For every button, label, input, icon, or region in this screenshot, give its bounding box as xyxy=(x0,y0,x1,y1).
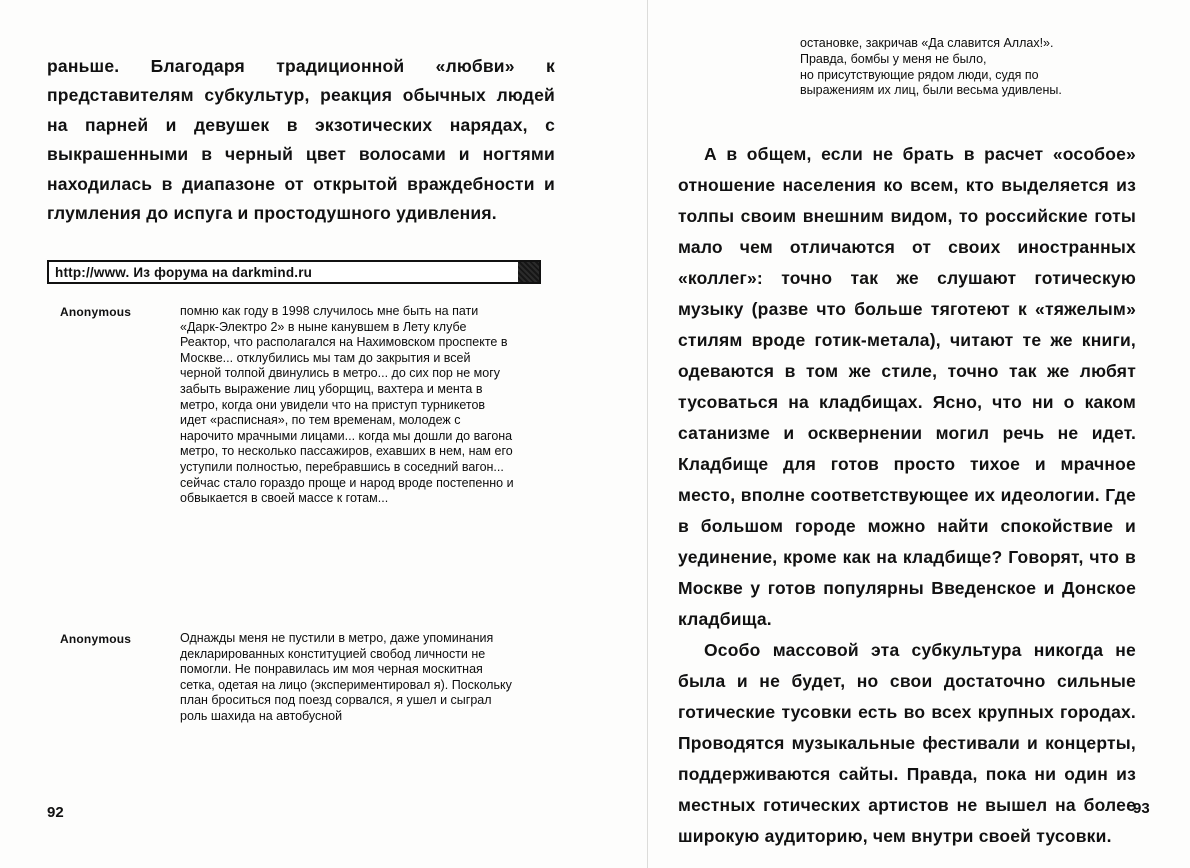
post-continuation xyxy=(800,36,1062,99)
page-number-right: 93 xyxy=(1133,800,1150,817)
body-paragraph: Особо массовой эта субкультура никогда не была и не будет, но свои достаточно сильные готические тусовки есть во всех крупных городах. Проводятся музыкальные фестивали и концерты, поддерживаются сайты. Правда, пока ни один из местных готических артистов не вышел на более широкую аудиторию, чем внутри своей тусовки. xyxy=(678,640,1136,846)
forum-url-bar xyxy=(47,260,541,284)
post-text: помню как году в 1998 случилось мне быть на пати «Дарк-Электро 2» в ныне канувшем в Лету клубе Реактор, что располагался на Нахимовском проспекте в Москве... отклубились мы там до закрытия и всей черной толпой двинулись в метро... до сих пор не могу забыть выражение лиц уборщиц, вахтера и мента в метро, когда они увидели что на приступ турникетов идет «расписная», по тем временам, молодеж с нарочито мрачными лицами... когда мы дошли до вагона метро, то несколько пассажиров, ехавших в нем, нам его уступили полностью, перебравшись в соседний вагон... сейчас стало гораздо проще и народ вроде постепенно и обвыкается в своей массе к готам... xyxy=(180,304,514,506)
intro-paragraph: раньше. Благодаря традиционной «любви» к представителям субкультур, реакция обычных людей на парней и девушек в экзотических нарядах, с выкрашенными в черный цвет волосами и ногтями находилась в диапазоне от открытой враждебности и глумления до испуга и простодушного удивления. xyxy=(47,55,555,223)
post-author: Anonymous xyxy=(60,632,132,646)
page-number-left: 92 xyxy=(47,804,64,821)
continuation-line: выражениям их лиц, были весьма удивлены. xyxy=(800,83,1062,98)
forum-post xyxy=(60,631,520,725)
post-author: Anonymous xyxy=(60,305,132,319)
continuation-line: но присутствующие рядом люди, судя по xyxy=(800,67,1039,82)
page-gutter-divider xyxy=(647,0,648,868)
continuation-line: остановке, закричав «Да славится Аллах!». xyxy=(800,36,1054,50)
window-corner-icon xyxy=(518,262,539,282)
main-text-column xyxy=(678,139,1136,852)
forum-post xyxy=(60,304,520,507)
post-text: Однажды меня не пустили в метро, даже упоминания декларированных конституцией свобод личности не помогли. Не понравилась им моя черная москитная сетка, одетая на лицо (экспериментировал я). Поскольку план броситься под поезд сорвался, я ушел и сыграл роль шахида на автобусной xyxy=(180,631,512,723)
continuation-line: Правда, бомбы у меня не было, xyxy=(800,51,987,66)
forum-url-text: http://www. Из форума на darkmind.ru xyxy=(55,264,313,280)
body-paragraph: А в общем, если не брать в расчет «особое» отношение населения ко всем, кто выделяется из толпы своим внешним видом, то российские готы мало чем отличаются от своих иностранных «коллег»: точно так же слушают готическую музыку (разве что больше тяготеют к «тяжелым» стилям вроде готик-метала), читают те же книги, одеваются в том же стиле, точно так же любят тусоваться на кладбищах. Ясно, что ни о каком сатанизме и осквернении могил речь не идет. Кладбище для готов просто тихое и мрачное место, вполне соответствующее их идеологии. Где в большом городе можно найти спокойствие и уединение, кроме как на кладбище? Говорят, что в Москве у готов популярны Введенское и Донское кладбища. xyxy=(678,144,1136,629)
